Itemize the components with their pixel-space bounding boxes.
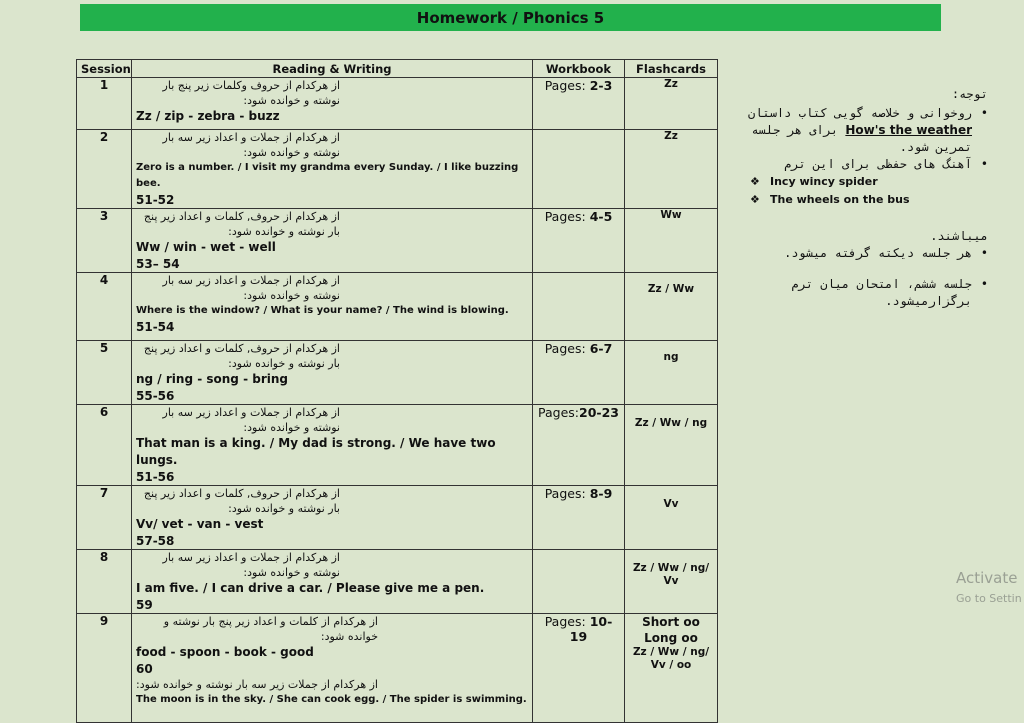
note-midterm: [730, 276, 988, 310]
table-row: [77, 130, 718, 209]
instruction-text: از هرکدام از حروف, کلمات و اعداد زیر پنج بار نوشته و خوانده شود:: [143, 342, 340, 370]
song-title: The wheels on the bus: [770, 193, 910, 206]
reading-cell: [132, 273, 533, 341]
header-flashcards: Flashcards: [625, 60, 718, 78]
table-row: [77, 614, 718, 723]
instruction-text: از هرکدام از جملات و اعداد زیر سه بار نوشته و خوانده شود:: [162, 131, 340, 159]
header-session: Session: [77, 60, 132, 78]
flashcard-label: Zz / Ww: [647, 283, 695, 295]
diamond-bullet-icon: ❖: [750, 175, 760, 188]
session-number: 3: [77, 209, 132, 273]
flashcard-label: Long oo: [644, 631, 698, 645]
note-text: میباشند.: [930, 229, 988, 243]
diamond-bullet-icon: ❖: [750, 193, 760, 206]
header-workbook: Workbook: [533, 60, 625, 78]
number-range: 59: [136, 598, 153, 612]
header-reading-writing: Reading & Writing: [132, 60, 533, 78]
workbook-cell: [533, 405, 625, 486]
number-range: 51-56: [136, 470, 175, 484]
table-row: [77, 78, 718, 130]
workbook-cell: [533, 130, 625, 209]
flashcard-label: Short oo: [642, 615, 700, 629]
session-number: 5: [77, 341, 132, 405]
instruction-text: از هرکدام از حروف, کلمات و اعداد زیر پنج بار نوشته و خوانده شود:: [143, 487, 340, 515]
table-row: [77, 273, 718, 341]
watermark-line: Go to Settin: [956, 592, 1022, 605]
note-songs: [730, 156, 988, 173]
reading-cell: [132, 78, 533, 130]
flashcards-cell: [625, 78, 718, 130]
workbook-label: Pages:: [538, 405, 579, 420]
workbook-pages: 8-9: [589, 486, 613, 501]
session-number: 1: [77, 78, 132, 130]
note-dictation: [730, 245, 988, 262]
exercise-text: ng / ring - song - bring: [136, 372, 288, 386]
flashcard-label: ng: [663, 351, 679, 363]
notes-panel: [730, 86, 988, 310]
exercise-text: Zz / zip - zebra - buzz: [136, 109, 280, 123]
reading-cell: [132, 614, 533, 723]
song-item: [750, 191, 988, 209]
page-title: Homework / Phonics 5: [80, 4, 941, 31]
flashcards-cell: [625, 273, 718, 341]
number-range: 51-54: [136, 320, 175, 334]
exercise-text: Zero is a number. / I visit my grandma every Sunday. / I like buzzing bee.: [136, 162, 519, 189]
note-text: برای هر جلسه تمرین شود.: [751, 123, 972, 154]
book-title: How's the weather: [845, 123, 972, 137]
note-text: جلسه ششم، امتحان میان ترم برگزارمیشود.: [791, 277, 972, 308]
workbook-label: Pages:: [544, 341, 586, 356]
homework-table: [76, 59, 718, 723]
instruction-text: از هرکدام از حروف, کلمات و اعداد زیر پنج بار نوشته و خوانده شود:: [143, 210, 340, 238]
notes-heading: توجه:: [951, 87, 988, 101]
note-text: هر جلسه دیکته گرفته میشود.: [784, 246, 972, 260]
flashcards-cell: [625, 405, 718, 486]
instruction-text: از هرکدام از جملات و اعداد زیر سه بار نوشته و خوانده شود:: [162, 551, 340, 579]
flashcard-label: Zz / Ww / ng/: [632, 562, 710, 574]
flashcard-label: Zz: [664, 130, 678, 142]
exercise-text: I am five. / I can drive a car. / Please give me a pen.: [136, 581, 485, 595]
session-number: 8: [77, 550, 132, 614]
flashcards-cell: [625, 209, 718, 273]
instruction-text: از هرکدام از جملات و اعداد زیر سه بار نوشته و خوانده شود:: [162, 274, 340, 302]
flashcards-cell: [625, 341, 718, 405]
table-row: [77, 405, 718, 486]
song-item: [750, 173, 988, 191]
number-range: 55-56: [136, 389, 175, 403]
flashcard-label: Vv: [663, 575, 679, 587]
table-row: [77, 209, 718, 273]
workbook-cell: [533, 273, 625, 341]
flashcards-cell: [625, 130, 718, 209]
table-row: [77, 341, 718, 405]
workbook-cell: [533, 341, 625, 405]
flashcards-cell: [625, 486, 718, 550]
flashcard-label: Zz / Ww / ng/: [632, 646, 710, 658]
workbook-pages: 20-23: [579, 405, 619, 420]
session-number: 2: [77, 130, 132, 209]
watermark-line: Activate: [956, 569, 1018, 587]
workbook-pages: 2-3: [589, 78, 613, 93]
note-text: روخوانی و خلاصه گویی کتاب داستان: [748, 106, 972, 120]
exercise-text: That man is a king. / My dad is strong. / We have two lungs.: [136, 436, 496, 467]
instruction-text: از هرکدام از کلمات و اعداد زیر پنج بار نوشته و خوانده شود:: [163, 615, 378, 643]
workbook-pages: 4-5: [589, 209, 613, 224]
reading-cell: [132, 405, 533, 486]
workbook-cell: [533, 209, 625, 273]
reading-cell: [132, 341, 533, 405]
exercise-text: Ww / win - wet - well: [136, 240, 276, 254]
reading-cell: [132, 486, 533, 550]
table-row: [77, 550, 718, 614]
workbook-cell: [533, 614, 625, 723]
flashcard-label: Ww: [660, 209, 682, 221]
activation-watermark: [956, 569, 1022, 606]
table-row: [77, 486, 718, 550]
flashcard-label: Zz / Ww / ng: [634, 417, 708, 429]
flashcard-label: Zz: [664, 78, 678, 90]
number-range: 53– 54: [136, 257, 180, 271]
reading-cell: [132, 209, 533, 273]
instruction-text: از هرکدام از جملات زیر سه بار نوشته و خوانده شود:: [136, 678, 378, 691]
workbook-label: Pages:: [544, 209, 586, 224]
reading-cell: [132, 550, 533, 614]
session-number: 6: [77, 405, 132, 486]
song-title: Incy wincy spider: [770, 175, 878, 188]
flashcard-label: Vv / oo: [650, 659, 692, 671]
note-text: آهنگ های حفظی برای این ترم: [784, 157, 972, 171]
session-number: 9: [77, 614, 132, 723]
flashcards-cell: [625, 614, 718, 723]
workbook-label: Pages:: [544, 486, 586, 501]
instruction-text: از هرکدام از حروف وکلمات زیر پنج بار نوشته و خوانده شود:: [162, 79, 340, 107]
session-number: 4: [77, 273, 132, 341]
instruction-text: از هرکدام از جملات و اعداد زیر سه بار نوشته و خوانده شود:: [162, 406, 340, 434]
number-range: 60: [136, 662, 153, 676]
reading-cell: [132, 130, 533, 209]
workbook-label: Pages:: [544, 614, 586, 629]
workbook-cell: [533, 486, 625, 550]
workbook-label: Pages:: [544, 78, 586, 93]
exercise-text: The moon is in the sky. / She can cook egg. / The spider is swimming.: [136, 694, 527, 705]
table-header-row: [77, 60, 718, 78]
number-range: 51-52: [136, 193, 175, 207]
exercise-text: Vv/ vet - van - vest: [136, 517, 264, 531]
workbook-pages: 6-7: [589, 341, 613, 356]
note-storybook: [730, 105, 988, 156]
workbook-pages: 10-19: [569, 614, 613, 644]
flashcard-label: Vv: [663, 498, 679, 510]
exercise-text: food - spoon - book - good: [136, 645, 314, 659]
workbook-cell: [533, 78, 625, 130]
workbook-cell: [533, 550, 625, 614]
exercise-text: Where is the window? / What is your name? / The wind is blowing.: [136, 305, 509, 316]
number-range: 57-58: [136, 534, 175, 548]
session-number: 7: [77, 486, 132, 550]
flashcards-cell: [625, 550, 718, 614]
